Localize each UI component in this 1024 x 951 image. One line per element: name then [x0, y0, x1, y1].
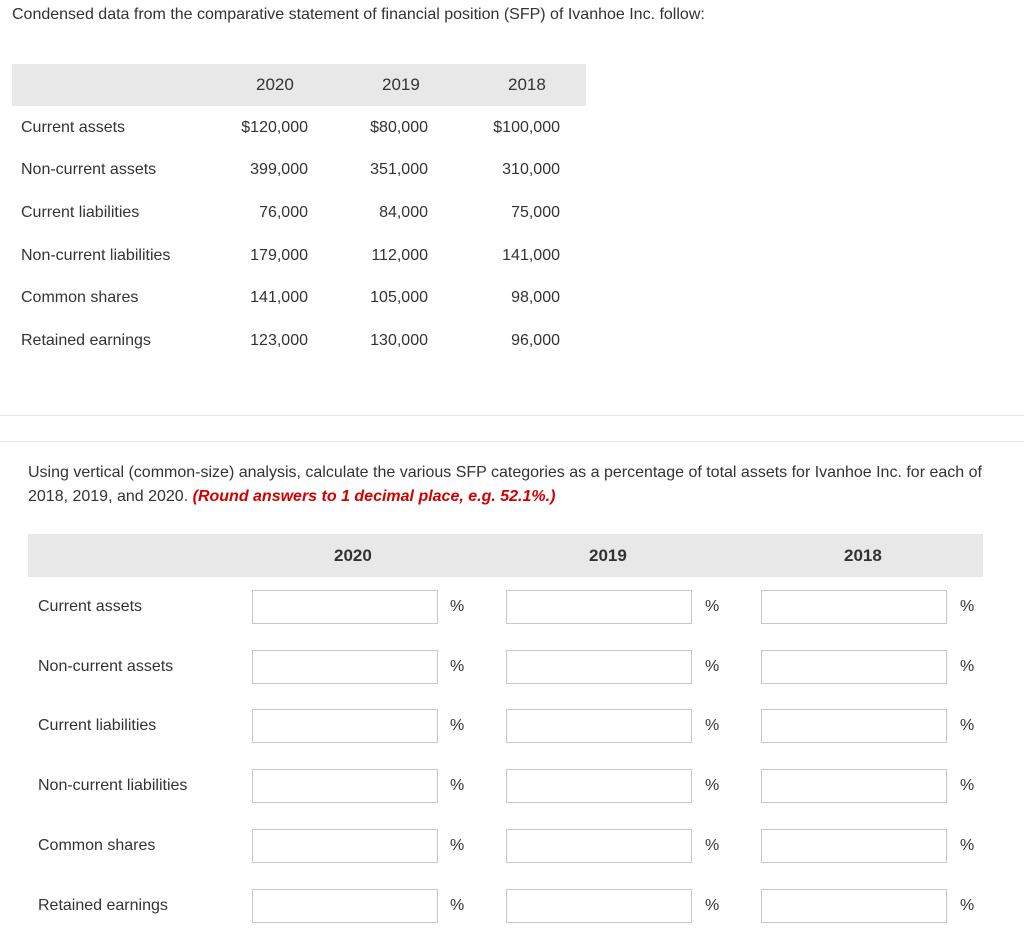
value-2020: 76,000: [259, 204, 308, 221]
percent-sign: %: [705, 717, 720, 734]
retained-earnings-2018-input[interactable]: [761, 889, 947, 923]
answer-row-label: Retained earnings: [38, 897, 168, 914]
common-shares-2020-input[interactable]: [252, 829, 438, 863]
data-row-non-current-liabilities: [12, 235, 586, 277]
answer-row-label: Current liabilities: [38, 717, 157, 734]
current-liabilities-2018-input[interactable]: [761, 709, 947, 743]
section-divider: [0, 441, 1024, 442]
row-label: Common shares: [21, 289, 139, 306]
percent-sign: %: [960, 717, 975, 734]
percent-sign: %: [450, 897, 465, 914]
percent-sign: %: [960, 777, 975, 794]
answer-row-label: Common shares: [38, 837, 156, 854]
non-current-assets-2018-input[interactable]: [761, 650, 947, 684]
value-2019: 84,000: [379, 204, 428, 221]
row-label: Current liabilities: [21, 204, 140, 221]
current-liabilities-2020-input[interactable]: [252, 709, 438, 743]
rounding-instruction: (Round answers to 1 decimal place, e.g. 52.1%.): [192, 488, 556, 505]
answer-row-non-current-liabilities: [28, 766, 983, 826]
data-table-header: [12, 64, 586, 106]
retained-earnings-2020-input[interactable]: [252, 889, 438, 923]
percent-sign: %: [450, 777, 465, 794]
percent-sign: %: [705, 837, 720, 854]
percent-sign: %: [450, 717, 465, 734]
retained-earnings-2019-input[interactable]: [506, 889, 692, 923]
value-2018: 98,000: [511, 289, 560, 306]
answer-col-2020: 2020: [334, 546, 372, 565]
current-liabilities-2019-input[interactable]: [506, 709, 692, 743]
answer-col-2018: 2018: [844, 546, 882, 565]
answer-row-label: Non-current liabilities: [38, 777, 188, 794]
row-label: Current assets: [21, 119, 126, 136]
question-text: [28, 461, 1008, 509]
value-2020: $120,000: [241, 119, 308, 136]
percent-sign: %: [450, 837, 465, 854]
percent-sign: %: [705, 658, 720, 675]
value-2019: 105,000: [370, 289, 428, 306]
non-current-liabilities-2020-input[interactable]: [252, 769, 438, 803]
percent-sign: %: [705, 598, 720, 615]
current-assets-2020-input[interactable]: [252, 590, 438, 624]
row-label: Non-current liabilities: [21, 247, 171, 264]
col-header-2018: 2018: [508, 75, 546, 94]
value-2018: 96,000: [511, 332, 560, 349]
question-body: Using vertical (common-size) analysis, calculate the various SFP categories as a percentage of total assets for Ivanhoe Inc. for each of 2018, 2019, and 2020.: [28, 464, 982, 505]
value-2020: 399,000: [250, 161, 308, 178]
data-row-current-liabilities: [12, 192, 586, 234]
percent-sign: %: [705, 897, 720, 914]
value-2018: $100,000: [493, 119, 560, 136]
section-divider: [0, 415, 1024, 416]
percent-sign: %: [960, 658, 975, 675]
answer-row-non-current-assets: [28, 647, 983, 707]
answer-row-current-liabilities: [28, 706, 983, 766]
non-current-assets-2019-input[interactable]: [506, 650, 692, 684]
row-label: Non-current assets: [21, 161, 157, 178]
non-current-liabilities-2018-input[interactable]: [761, 769, 947, 803]
common-shares-2018-input[interactable]: [761, 829, 947, 863]
value-2020: 179,000: [250, 247, 308, 264]
percent-sign: %: [450, 598, 465, 615]
percent-sign: %: [960, 837, 975, 854]
data-row-common-shares: [12, 277, 586, 319]
percent-sign: %: [960, 897, 975, 914]
col-header-2020: 2020: [256, 75, 294, 94]
answer-row-common-shares: [28, 826, 983, 886]
percent-sign: %: [450, 658, 465, 675]
value-2018: 75,000: [511, 204, 560, 221]
data-row-current-assets: [12, 107, 586, 149]
value-2020: 123,000: [250, 332, 308, 349]
value-2019: 351,000: [370, 161, 428, 178]
row-label: Retained earnings: [21, 332, 151, 349]
percent-sign: %: [705, 777, 720, 794]
answer-table-header: [28, 534, 983, 577]
data-row-non-current-assets: [12, 149, 586, 191]
value-2020: 141,000: [250, 289, 308, 306]
answer-row-label: Non-current assets: [38, 658, 174, 675]
answer-col-2019: 2019: [589, 546, 627, 565]
percent-sign: %: [960, 598, 975, 615]
col-header-2019: 2019: [382, 75, 420, 94]
value-2018: 310,000: [502, 161, 560, 178]
answer-row-retained-earnings: [28, 886, 983, 946]
value-2019: 112,000: [371, 247, 428, 264]
non-current-assets-2020-input[interactable]: [252, 650, 438, 684]
value-2018: 141,000: [502, 247, 560, 264]
value-2019: 130,000: [370, 332, 428, 349]
common-shares-2019-input[interactable]: [506, 829, 692, 863]
data-row-retained-earnings: [12, 320, 586, 362]
value-2019: $80,000: [370, 119, 428, 136]
current-assets-2019-input[interactable]: [506, 590, 692, 624]
current-assets-2018-input[interactable]: [761, 590, 947, 624]
intro-text: Condensed data from the comparative statement of financial position (SFP) of Ivanhoe Inc. follow:: [12, 6, 705, 23]
answer-row-current-assets: [28, 587, 983, 647]
non-current-liabilities-2019-input[interactable]: [506, 769, 692, 803]
answer-row-label: Current assets: [38, 598, 143, 615]
